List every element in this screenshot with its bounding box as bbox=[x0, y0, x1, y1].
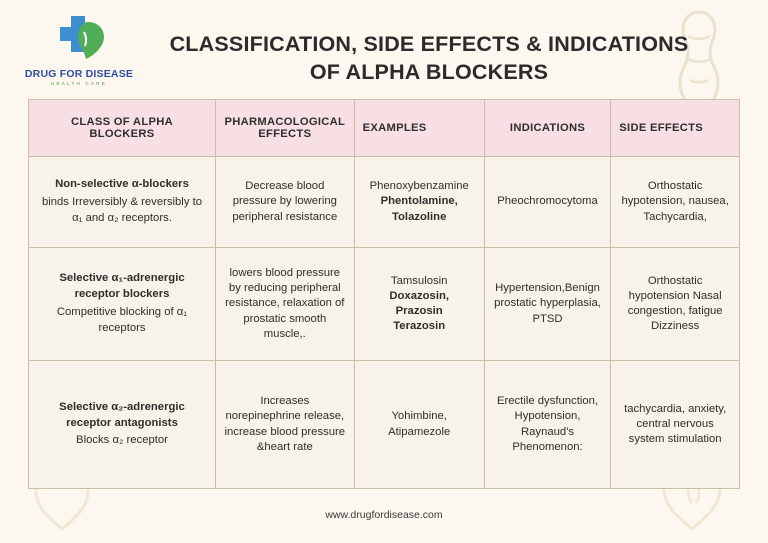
class-title: Selective α₁-adrenergic receptor blockers bbox=[59, 272, 185, 301]
cell-indications: Hypertension,Benign prostatic hyperplasia, PTSD bbox=[484, 248, 611, 361]
cell-class bbox=[29, 157, 216, 248]
class-title: Non-selective α-blockers bbox=[55, 178, 189, 191]
cell-examples bbox=[354, 361, 484, 489]
cell-class bbox=[29, 248, 216, 361]
cell-side-effects: tachycardia, anxiety, central nervous system stimulation bbox=[611, 361, 740, 489]
cell-effects: lowers blood pressure by reducing peripheral resistance, relaxation of prostatic smooth muscle,. bbox=[215, 248, 354, 361]
table-row bbox=[29, 157, 740, 248]
column-header-indications: INDICATIONS bbox=[484, 100, 611, 157]
page-title bbox=[120, 30, 738, 87]
cell-examples bbox=[354, 248, 484, 361]
logo-subtitle: HEALTH CARE bbox=[50, 81, 108, 86]
class-description: Blocks α₂ receptor bbox=[76, 434, 168, 447]
column-header-pharmacological-effects: PHARMACOLOGICAL EFFECTS bbox=[215, 100, 354, 157]
cell-effects: Decrease blood pressure by lowering peripheral resistance bbox=[215, 157, 354, 248]
column-header-class: CLASS OF ALPHA BLOCKERS bbox=[29, 100, 216, 157]
example-item: Phentolamine, bbox=[380, 195, 458, 208]
example-item: Terazosin bbox=[393, 320, 446, 333]
cell-class bbox=[29, 361, 216, 489]
class-title: Selective α₂-adrenergic receptor antagonists bbox=[59, 400, 185, 429]
cell-side-effects: Orthostatic hypotension, nausea, Tachycardia, bbox=[611, 157, 740, 248]
cell-side-effects: Orthostatic hypotension Nasal congestion, fatigue Dizziness bbox=[611, 248, 740, 361]
page-title-line1: CLASSIFICATION, SIDE EFFECTS & INDICATIONS bbox=[169, 32, 689, 56]
example-item: Tolazoline bbox=[391, 210, 447, 223]
class-description: binds Irreversibly & reversibly to α₁ and α₂ receptors. bbox=[41, 196, 203, 224]
column-header-side-effects: SIDE EFFECTS bbox=[611, 100, 740, 157]
column-header-examples: EXAMPLES bbox=[354, 100, 484, 157]
example-item: Prazosin bbox=[395, 305, 443, 317]
table-row bbox=[29, 248, 740, 361]
cell-examples bbox=[354, 157, 484, 248]
table-header-row bbox=[29, 100, 740, 157]
alpha-blockers-table bbox=[28, 99, 740, 489]
example-item: Atipamezole bbox=[388, 425, 451, 438]
cell-indications: Erectile dysfunction, Hypotension, Raynaud's Phenomenon: bbox=[484, 361, 611, 489]
class-description: Competitive blocking of α₁ receptors bbox=[56, 306, 188, 334]
cell-effects: Increases norepinephrine release, increase blood pressure &heart rate bbox=[215, 361, 354, 489]
example-item: Phenoxybenzamine bbox=[369, 180, 469, 193]
cell-indications: Pheochromocytoma bbox=[484, 157, 611, 248]
example-item: Yohimbine, bbox=[391, 410, 447, 423]
footer-url: www.drugfordisease.com bbox=[325, 509, 443, 521]
example-item: Doxazosin, bbox=[389, 289, 449, 302]
page-title-line2: OF ALPHA BLOCKERS bbox=[309, 60, 549, 85]
brand-logo bbox=[24, 12, 134, 86]
table-row bbox=[29, 361, 740, 489]
logo-title: DRUG FOR DISEASE bbox=[24, 68, 134, 80]
example-item: Tamsulosin bbox=[390, 274, 448, 287]
logo-cross-icon bbox=[48, 12, 110, 66]
